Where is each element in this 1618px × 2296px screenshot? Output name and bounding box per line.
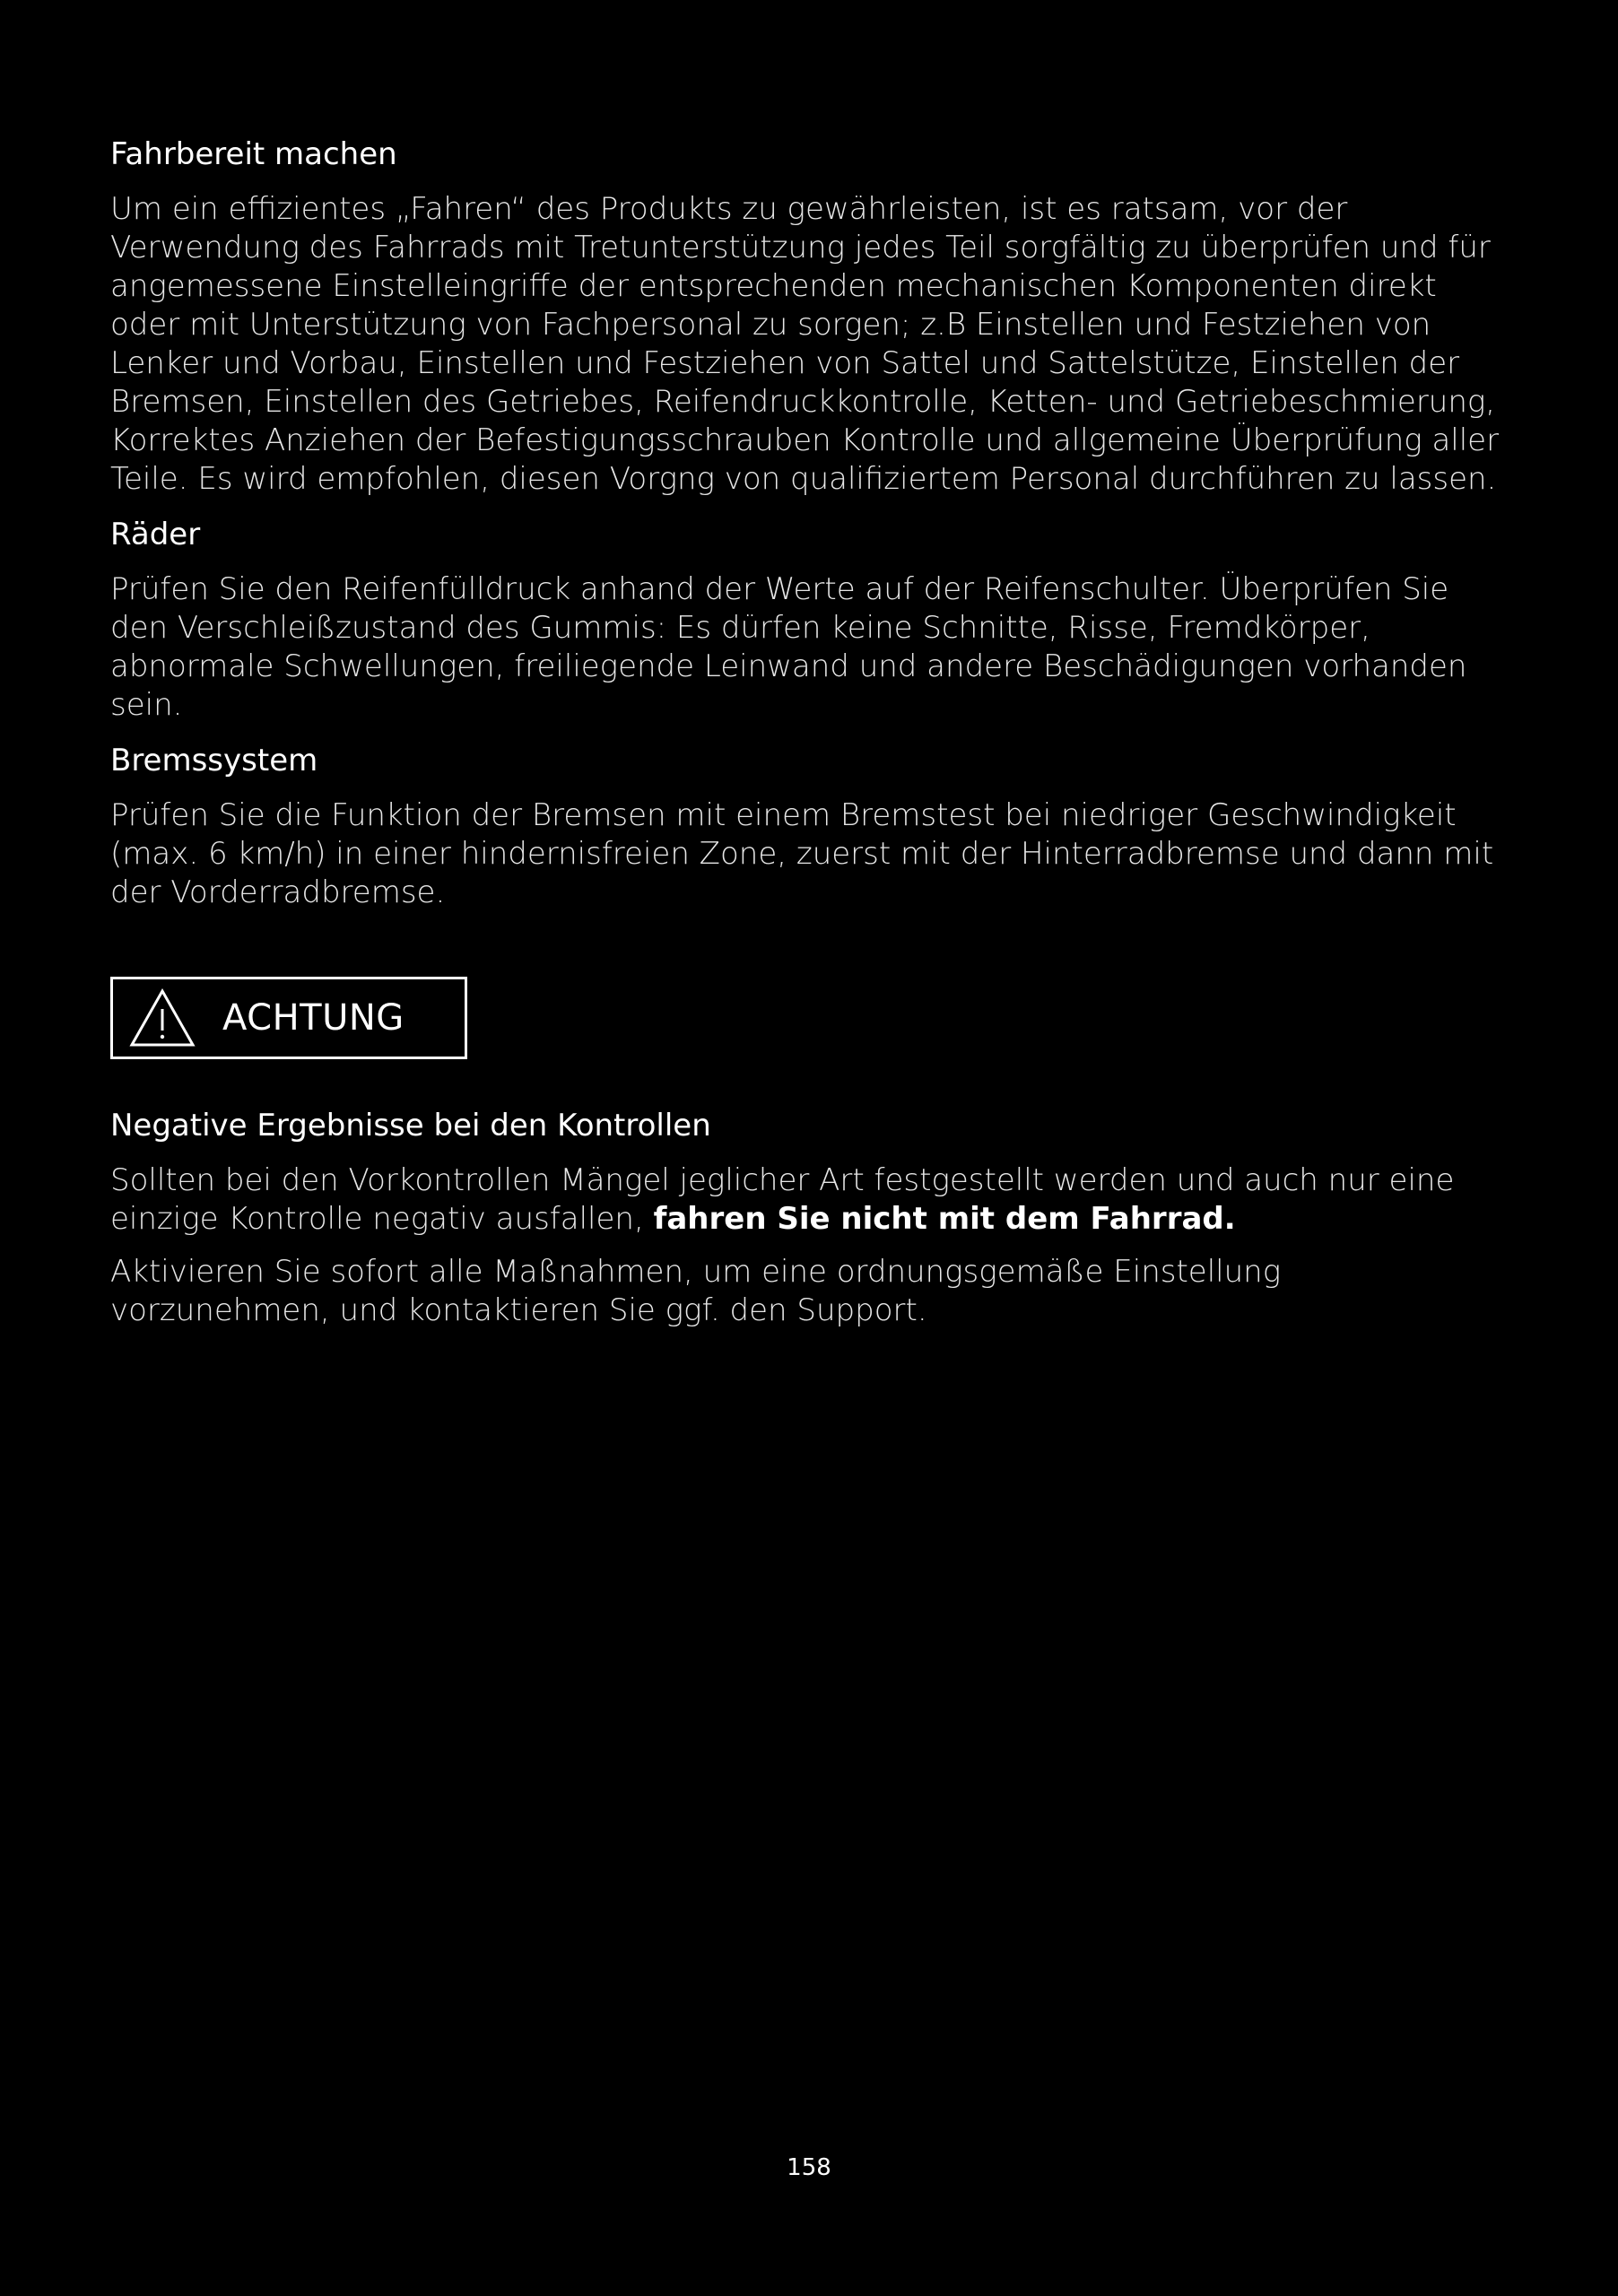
negative-results-text: Sollten bei den Vorkontrollen Mängel jeglicher Art festgestellt werden und auch nur eine einzige Kontrolle negativ ausfallen, (110, 1162, 1455, 1237)
document-page (110, 133, 1509, 1344)
warning-triangle-icon (127, 987, 197, 1049)
page-number: 158 (787, 2154, 831, 2181)
section-heading-fahrbereit: Fahrbereit machen (110, 136, 397, 172)
section-heading-raeder: Räder (110, 517, 201, 552)
negative-results-heading: Negative Ergebnisse bei den Kontrollen (110, 1108, 711, 1144)
warning-label: ACHTUNG (222, 997, 404, 1039)
negative-results-paragraph (110, 1161, 1509, 1239)
section-paragraph-raeder: Prüfen Sie den Reifenfülldruck anhand der Werte auf der Reifenschulter. Überprüfen Sie den Verschleißzustand des Gummis: Es dürfen keine Schnitte, Risse, Fremdkörper, abnormale Schwellungen, freiliegende Leinwand und andere Beschädigungen vorhanden sein. (110, 571, 1467, 723)
negative-results-bold: fahren Sie nicht mit dem Fahrrad. (653, 1201, 1236, 1237)
section-paragraph-fahrbereit: Um ein effizientes „Fahren“ des Produkts zu gewährleisten, ist es ratsam, vor der Verwendung des Fahrrads mit Tretunterstützung jedes Teil sorgfältig zu überprüfen und für angemessene Einstelleingriffe der entsprechenden mechanischen Komponenten direkt oder mit Unterstützung von Fachpersonal zu sorgen; z.B Einstellen und Festziehen von Lenker und Vorbau, Einstellen und Festziehen von Sattel und Sattelstütze, Einstellen der Bremsen, Einstellen des Getriebes, Reifendruckkontrolle, Ketten- und Getriebeschmierung, Korrektes Anziehen der Befestigungsschrauben Kontrolle und allgemeine Überprüfung aller Teile. Es wird empfohlen, diesen Vorgng von qualifiziertem Personal durchführen zu lassen. (110, 191, 1500, 497)
warning-box (110, 977, 467, 1059)
support-paragraph: Aktivieren Sie sofort alle Maßnahmen, um eine ordnungsgemäße Einstellung vorzunehmen, und kontaktieren Sie ggf. den Support. (110, 1254, 1282, 1328)
section-heading-bremssystem: Bremssystem (110, 743, 318, 778)
section-paragraph-bremssystem: Prüfen Sie die Funktion der Bremsen mit einem Bremstest bei niedriger Geschwindigkeit (max. 6 km/h) in einer hindernisfreien Zone, zuerst mit der Hinterradbremse und dann mit der Vorderradbremse. (110, 797, 1494, 910)
